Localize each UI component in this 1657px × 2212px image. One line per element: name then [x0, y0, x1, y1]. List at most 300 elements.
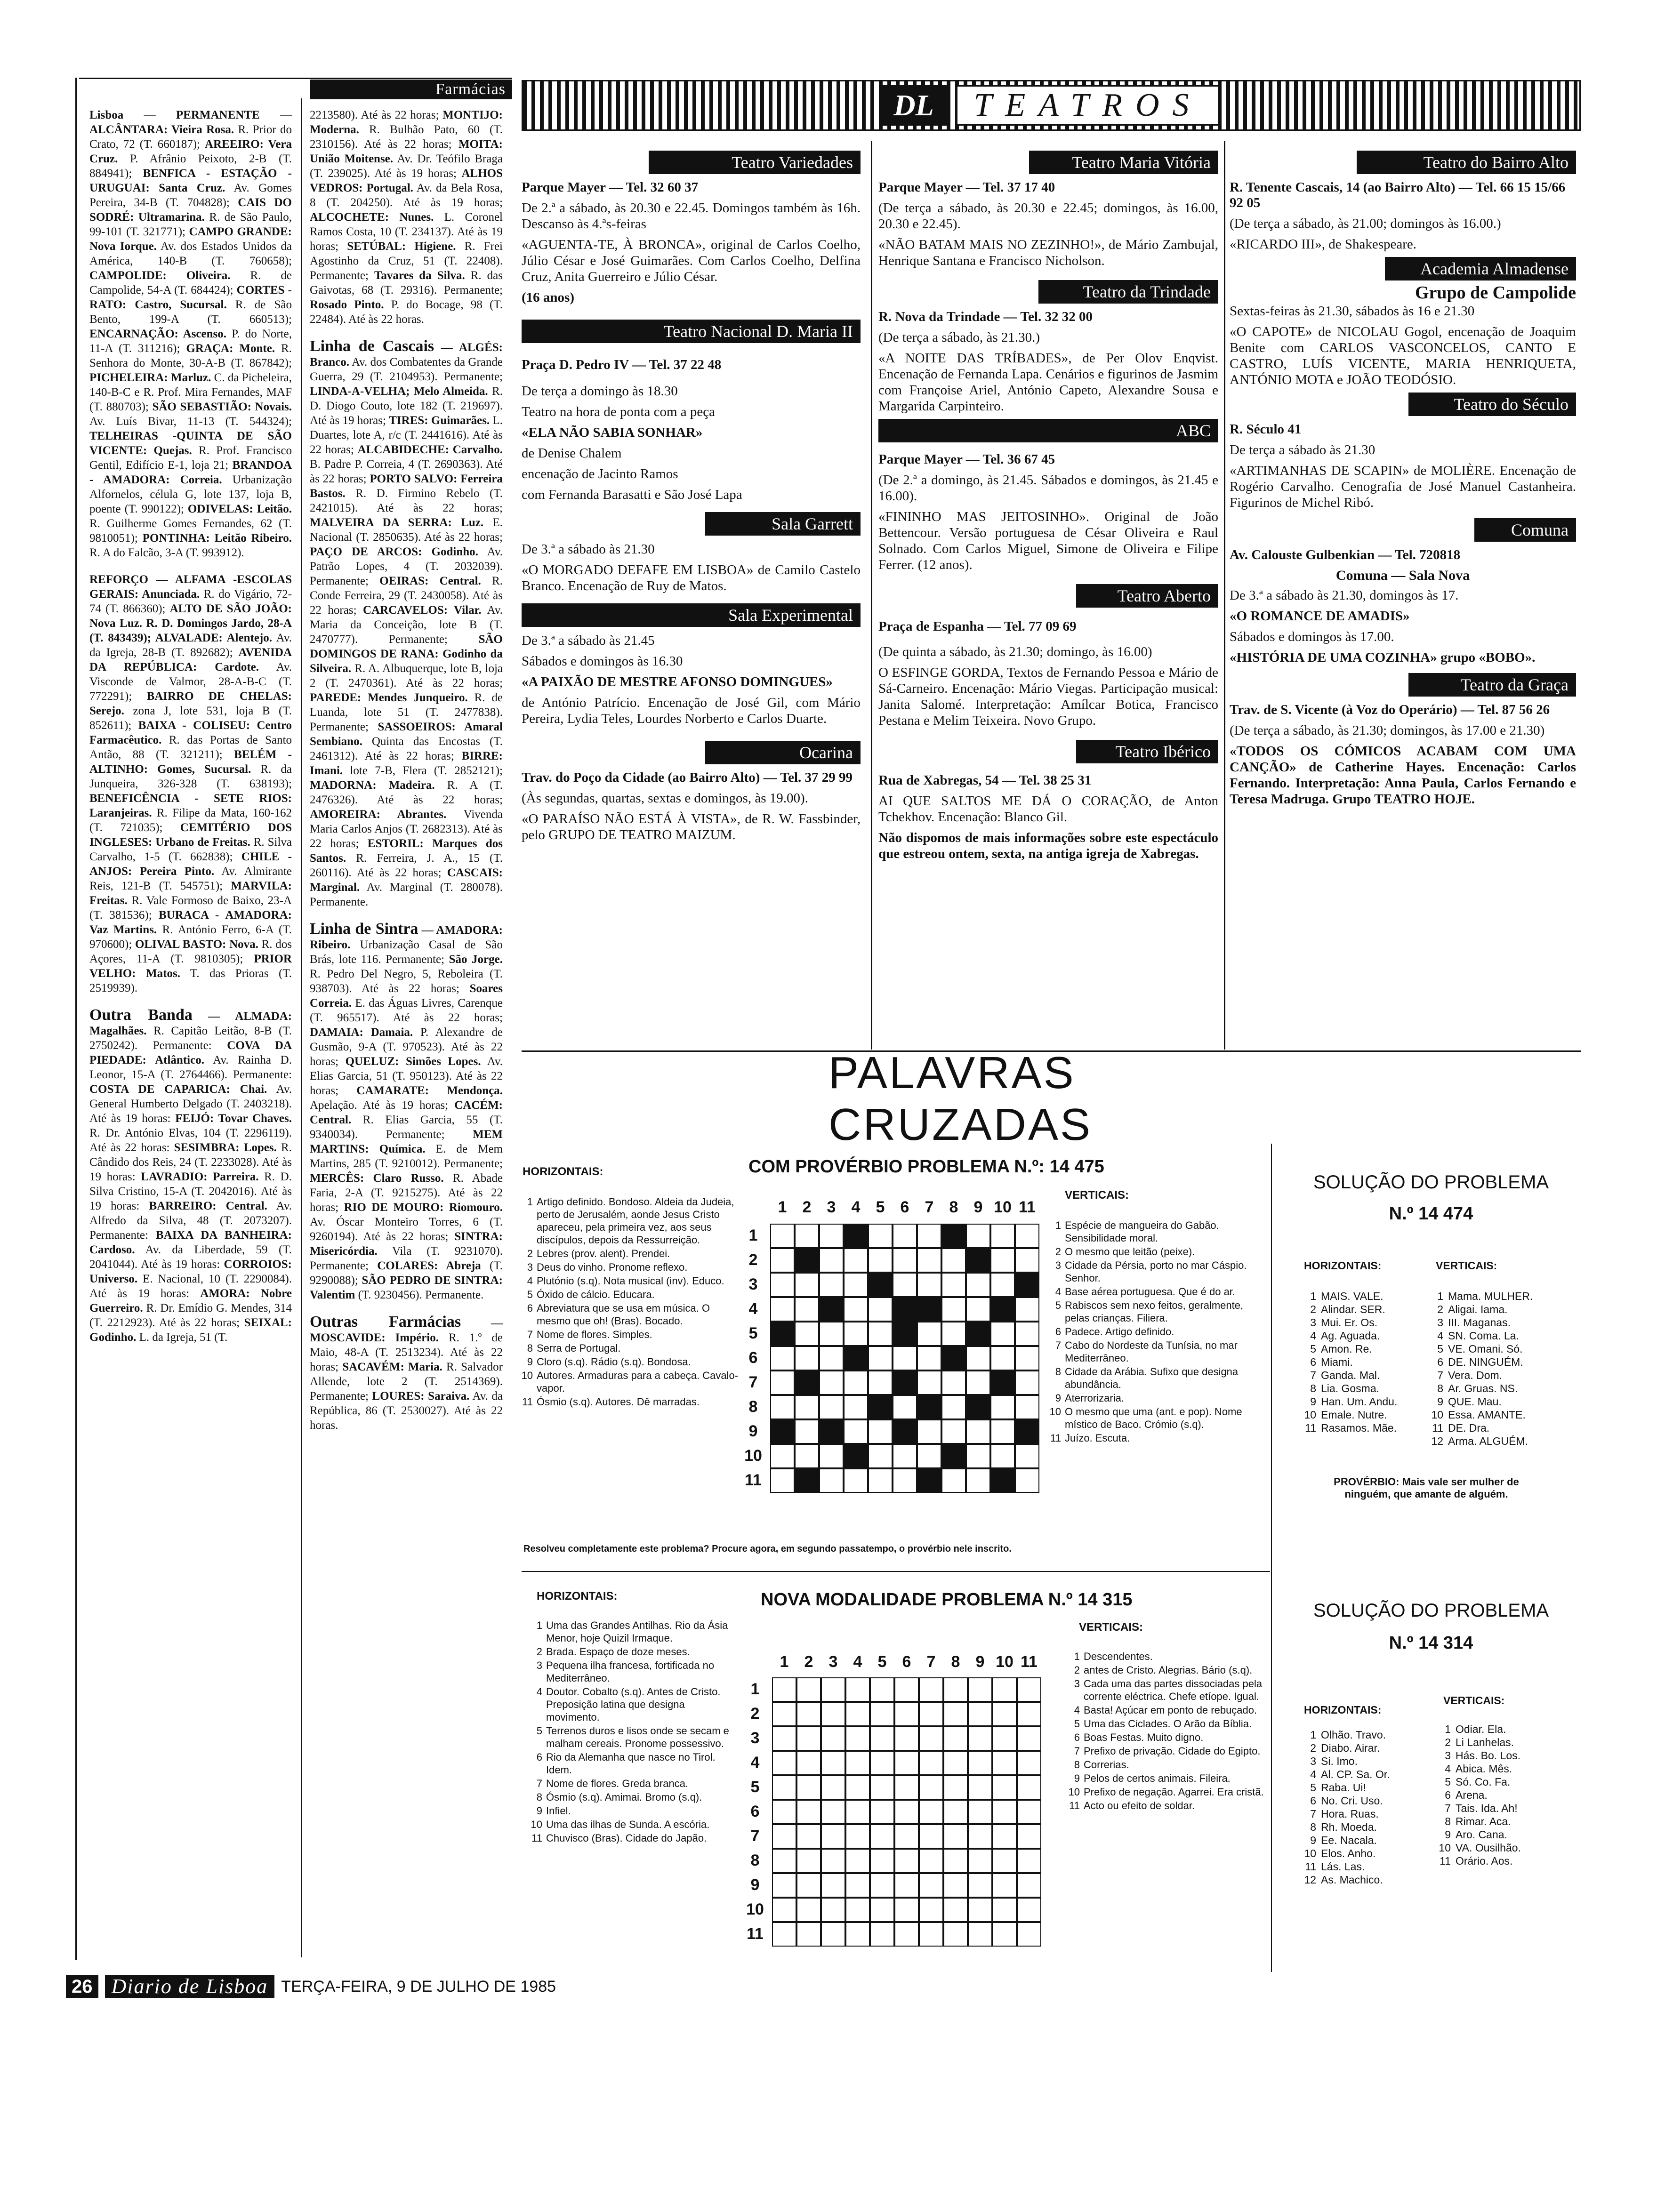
teatro-maria-vitoria [878, 151, 1218, 269]
grid-cell[interactable] [845, 1677, 870, 1702]
grid-cell[interactable] [1015, 1297, 1039, 1322]
grid-cell[interactable] [819, 1224, 844, 1248]
grid-cell[interactable] [868, 1468, 893, 1493]
grid-cell[interactable] [917, 1419, 941, 1444]
grid-cell[interactable] [968, 1849, 992, 1873]
grid-cell[interactable] [943, 1751, 968, 1775]
crossword-title [828, 1048, 1346, 1150]
solution-text: Lás. Las. [1321, 1860, 1365, 1873]
grid-cell[interactable] [868, 1395, 893, 1419]
grid-cell[interactable] [870, 1849, 894, 1873]
grid-cell[interactable] [845, 1898, 870, 1922]
grid-cell[interactable] [919, 1775, 943, 1800]
grid-cell[interactable] [1017, 1751, 1041, 1775]
solution-line [1299, 1329, 1426, 1342]
grid-cell[interactable] [770, 1322, 795, 1346]
grid-cell[interactable] [819, 1395, 844, 1419]
solution-text: QUE. Mau. [1448, 1395, 1502, 1408]
grid-cell[interactable] [919, 1751, 943, 1775]
grid-cell[interactable] [772, 1922, 796, 1947]
grid-cell[interactable] [968, 1677, 992, 1702]
clue-item [1065, 1799, 1267, 1812]
grid-cell[interactable] [870, 1824, 894, 1849]
grid-cell[interactable] [770, 1370, 795, 1395]
grid-cell[interactable] [796, 1824, 821, 1849]
grid-cell[interactable] [795, 1297, 819, 1322]
grid-cell[interactable] [968, 1922, 992, 1947]
grid-cell[interactable] [772, 1849, 796, 1873]
grid-cell[interactable] [990, 1444, 1015, 1468]
grid-cell[interactable] [941, 1370, 966, 1395]
grid-cell[interactable] [894, 1800, 919, 1824]
grid-cell[interactable] [821, 1849, 845, 1873]
grid-cell[interactable] [917, 1395, 941, 1419]
grid-cell[interactable] [796, 1800, 821, 1824]
grid-cell[interactable] [893, 1346, 917, 1370]
grid-cell[interactable] [992, 1824, 1017, 1849]
grid-cell[interactable] [772, 1775, 796, 1800]
grid-cell[interactable] [917, 1322, 941, 1346]
grid-cell[interactable] [1015, 1346, 1039, 1370]
grid-col-number: 5 [877, 1653, 887, 1671]
grid-cell[interactable] [990, 1395, 1015, 1419]
grid-cell[interactable] [966, 1395, 990, 1419]
teatro-trindade-title: Teatro da Trindade [1038, 280, 1218, 304]
grid-cell[interactable] [966, 1248, 990, 1273]
grid-cell[interactable] [772, 1726, 796, 1751]
grid-cell[interactable] [968, 1726, 992, 1751]
grid-cell[interactable] [893, 1468, 917, 1493]
grid-cell[interactable] [1015, 1419, 1039, 1444]
solution-text: Ee. Nacala. [1321, 1834, 1377, 1846]
grid-cell[interactable] [795, 1419, 819, 1444]
grid-cell[interactable] [893, 1444, 917, 1468]
grid-cell[interactable] [917, 1444, 941, 1468]
grid-cell[interactable] [990, 1248, 1015, 1273]
pharmacy-paragraph: Linha de Sintra — AMADORA: Ribeiro. Urbanização Casal de São Brás, lote 116. Permanente; São Jorge. R. Pedro Del Negro, 5, Reboleira (T. 938703). Até às 22 horas; Soares Correia. E. das Águas Livres, Carenque (T. 965517). Até às 22 horas; DAMAIA: Damaia. P. Alexandre de Gusmão, 9-A (T. 970523). Até às 22 horas; QUELUZ: Simões Lopes. Av. Elias Garcia, 51 (T. 950123). Até às 22 horas; CAMARATE: Mendonça. Apelação. Até às 19 horas; CACÉM: Central. R. Elias Garcia, 55 (T. 9340034). Permanente; MEM MARTINS: Química. E. de Mem Martins, 285 (T. 9210012). Permanente; MERCÊS: Claro Russo. R. Abade Faria, 2-A (T. 9215275). Até às 22 horas; RIO DE MOURO: Riomouro. Av. Óscar Monteiro Torres, 6 (T. 9260194). Até às 22 horas; SINTRA: Misericórdia. Vila (T. 9231070). Permanente; COLARES: Abreja (T. 9290088); SÃO PEDRO DE SINTRA: Valentim (T. 9230456). Permanente. [310, 920, 503, 1301]
grid-cell[interactable] [819, 1444, 844, 1468]
grid-cell[interactable] [966, 1419, 990, 1444]
grid-cell[interactable] [770, 1395, 795, 1419]
grid-cell[interactable] [941, 1346, 966, 1370]
grid-cell[interactable] [870, 1677, 894, 1702]
grid-cell[interactable] [796, 1702, 821, 1726]
clue-item [518, 1195, 739, 1246]
grid-cell[interactable] [966, 1370, 990, 1395]
grid-cell[interactable] [894, 1873, 919, 1898]
grid-cell[interactable] [893, 1297, 917, 1322]
grid-cell[interactable] [870, 1751, 894, 1775]
grid-cell[interactable] [795, 1224, 819, 1248]
grid-cell[interactable] [992, 1873, 1017, 1898]
grid-cell[interactable] [796, 1898, 821, 1922]
grid-cell[interactable] [796, 1751, 821, 1775]
grid-cell[interactable] [819, 1248, 844, 1273]
p2-row-numbers [746, 1677, 770, 1947]
grid-cell[interactable] [1015, 1322, 1039, 1346]
teatro-iberico-address: Rua de Xabregas, 54 — Tel. 38 25 31 [878, 773, 1092, 788]
grid-cell[interactable] [844, 1395, 868, 1419]
solution-line [1434, 1723, 1575, 1736]
grid-cell[interactable] [1017, 1775, 1041, 1800]
grid-cell[interactable] [992, 1702, 1017, 1726]
grid-cell[interactable] [1017, 1922, 1041, 1947]
grid-cell[interactable] [845, 1702, 870, 1726]
grid-cell[interactable] [868, 1248, 893, 1273]
grid-cell[interactable] [821, 1922, 845, 1947]
teatro-variedades-address: Parque Mayer — Tel. 32 60 37 [522, 180, 699, 195]
grid-row-number: 4 [750, 1754, 760, 1771]
grid-cell[interactable] [894, 1726, 919, 1751]
grid-cell[interactable] [844, 1297, 868, 1322]
grid-cell[interactable] [917, 1370, 941, 1395]
grid-cell[interactable] [990, 1468, 1015, 1493]
grid-cell[interactable] [968, 1873, 992, 1898]
grid-cell[interactable] [919, 1726, 943, 1751]
grid-cell[interactable] [990, 1273, 1015, 1297]
theatre-line: Sextas-feiras às 21.30, sábados às 16 e 21.30 [1230, 304, 1475, 319]
solution-line [1299, 1342, 1426, 1355]
grid-cell[interactable] [917, 1273, 941, 1297]
grid-cell[interactable] [992, 1898, 1017, 1922]
grid-cell[interactable] [894, 1824, 919, 1849]
clue-text: Descendentes. [1084, 1651, 1153, 1662]
grid-cell[interactable] [821, 1702, 845, 1726]
grid-cell[interactable] [1015, 1395, 1039, 1419]
grid-cell[interactable] [966, 1297, 990, 1322]
grid-cell[interactable] [966, 1346, 990, 1370]
pharmacy-paragraph: Outra Banda — ALMADA: Magalhães. R. Capitão Leitão, 8-B (T. 2750242). Permanente: COVA DA PIEDADE: Atlântico. Av. Rainha D. Leonor, 15-A (T. 2764466). Permanente: COSTA DE CAPARICA: Chai. Av. General Humberto Delgado (T. 2403218). Até às 19 horas: FEIJÓ: Tovar Chaves. R. Dr. António Elvas, 104 (T. 2296119). Até às 22 horas: SESIMBRA: Lopes. R. Cândido dos Reis, 24 (T. 2233028). Até às 19 horas: LAVRADIO: Parreira. R. D. Silva Cristino, 15-A (T. 2042016). Até às 19 horas: BARREIRO: Central. Av. Alfredo da Silva, 48 (T. 2073207). Permanente: BAIXA DA BANHEIRA: Cardoso. Av. da Liberdade, 59 (T. 2041044). Até às 19 horas: CORROIOS: Universo. E. Nacional, 10 (T. 2290084). Até às 19 horas: AMORA: Nobre Guerreiro. R. Dr. Emídio G. Mendes, 314 (T. 2212923). Até às 22 horas; SEIXAL: Godinho. L. da Igreja, 51 (T. [89, 1006, 292, 1344]
grid-cell[interactable] [1015, 1444, 1039, 1468]
grid-cell[interactable] [795, 1444, 819, 1468]
grid-cell[interactable] [770, 1419, 795, 1444]
grid-cell[interactable] [1017, 1726, 1041, 1751]
grid-cell[interactable] [868, 1444, 893, 1468]
grid-cell[interactable] [894, 1775, 919, 1800]
grid-cell[interactable] [893, 1224, 917, 1248]
grid-cell[interactable] [941, 1297, 966, 1322]
grid-cell[interactable] [819, 1468, 844, 1493]
grid-cell[interactable] [796, 1775, 821, 1800]
grid-cell[interactable] [893, 1395, 917, 1419]
grid-col-number: 2 [802, 1198, 812, 1216]
grid-cell[interactable] [1017, 1873, 1041, 1898]
grid-cell[interactable] [1015, 1273, 1039, 1297]
grid-cell[interactable] [917, 1468, 941, 1493]
grid-cell[interactable] [845, 1751, 870, 1775]
theatre-line: «TODOS OS CÓMICOS ACABAM COM UMA CANÇÃO» de Catherine Hayes. Encenação: Carlos Fernando. Interpretação: Anna Paula, Carlos Fernando e Teresa Madruga. Grupo TEATRO HOJE. [1230, 744, 1576, 807]
grid-cell[interactable] [943, 1824, 968, 1849]
grid-cell[interactable] [844, 1248, 868, 1273]
grid-cell[interactable] [868, 1273, 893, 1297]
grid-cell[interactable] [772, 1702, 796, 1726]
grid-row-number: 10 [746, 1900, 764, 1918]
grid-col-number: 2 [804, 1653, 813, 1671]
grid-cell[interactable] [968, 1898, 992, 1922]
grid-cell[interactable] [941, 1395, 966, 1419]
grid-cell[interactable] [772, 1824, 796, 1849]
grid-cell[interactable] [992, 1726, 1017, 1751]
grid-cell[interactable] [821, 1800, 845, 1824]
grid-cell[interactable] [966, 1224, 990, 1248]
clue-number: 6 [1074, 1731, 1080, 1743]
grid-cell[interactable] [941, 1224, 966, 1248]
footer-date: TERÇA-FEIRA, 9 DE JULHO DE 1985 [281, 1977, 556, 1996]
s2-vertical-list [1434, 1723, 1575, 1867]
grid-cell[interactable] [992, 1800, 1017, 1824]
grid-row-number: 9 [748, 1422, 758, 1440]
teatro-variedades-age: (16 anos) [522, 290, 574, 305]
solution-number: 3 [1437, 1316, 1443, 1329]
grid-cell[interactable] [844, 1322, 868, 1346]
clue-text: O mesmo que leitão (peixe). [1065, 1246, 1195, 1258]
grid-cell[interactable] [1017, 1824, 1041, 1849]
grid-cell[interactable] [868, 1322, 893, 1346]
grid-cell[interactable] [844, 1370, 868, 1395]
grid-cell[interactable] [868, 1419, 893, 1444]
grid-cell[interactable] [870, 1922, 894, 1947]
solution-line [1426, 1355, 1568, 1369]
grid-cell[interactable] [941, 1322, 966, 1346]
grid-cell[interactable] [845, 1922, 870, 1947]
grid-cell[interactable] [845, 1800, 870, 1824]
grid-cell[interactable] [941, 1444, 966, 1468]
grid-cell[interactable] [968, 1702, 992, 1726]
grid-cell[interactable] [796, 1726, 821, 1751]
grid-cell[interactable] [795, 1346, 819, 1370]
grid-cell[interactable] [796, 1677, 821, 1702]
grid-cell[interactable] [992, 1775, 1017, 1800]
solution-number: 10 [1439, 1842, 1451, 1854]
solution-line [1299, 1807, 1436, 1820]
grid-cell[interactable] [893, 1370, 917, 1395]
grid-cell[interactable] [844, 1224, 868, 1248]
grid-cell[interactable] [1015, 1248, 1039, 1273]
grid-cell[interactable] [943, 1873, 968, 1898]
solution-text: Mui. Er. Os. [1321, 1316, 1378, 1329]
teatro-trindade [878, 280, 1218, 414]
grid-cell[interactable] [943, 1800, 968, 1824]
grid-cell[interactable] [919, 1702, 943, 1726]
grid-cell[interactable] [845, 1873, 870, 1898]
grid-cell[interactable] [919, 1824, 943, 1849]
grid-cell[interactable] [919, 1922, 943, 1947]
grid-cell[interactable] [943, 1726, 968, 1751]
grid-cell[interactable] [845, 1775, 870, 1800]
grid-cell[interactable] [1017, 1898, 1041, 1922]
grid-cell[interactable] [795, 1370, 819, 1395]
clue-number: 1 [1074, 1651, 1080, 1662]
grid-cell[interactable] [992, 1849, 1017, 1873]
solution-line [1299, 1395, 1426, 1408]
grid-cell[interactable] [893, 1248, 917, 1273]
grid-cell[interactable] [1017, 1677, 1041, 1702]
grid-cell[interactable] [941, 1273, 966, 1297]
grid-cell[interactable] [1017, 1849, 1041, 1873]
grid-cell[interactable] [894, 1898, 919, 1922]
clue-number: 10 [531, 1819, 542, 1830]
grid-cell[interactable] [870, 1800, 894, 1824]
grid-cell[interactable] [917, 1346, 941, 1370]
solution-line [1299, 1768, 1436, 1781]
grid-cell[interactable] [893, 1322, 917, 1346]
grid-cell[interactable] [917, 1248, 941, 1273]
grid-cell[interactable] [821, 1751, 845, 1775]
grid-row-number: 10 [744, 1447, 762, 1465]
grid-cell[interactable] [1015, 1370, 1039, 1395]
grid-cell[interactable] [770, 1444, 795, 1468]
grid-cell[interactable] [868, 1346, 893, 1370]
grid-cell[interactable] [894, 1751, 919, 1775]
solution-line [1434, 1788, 1575, 1802]
grid-cell[interactable] [919, 1873, 943, 1898]
grid-cell[interactable] [990, 1297, 1015, 1322]
grid-cell[interactable] [966, 1444, 990, 1468]
grid-cell[interactable] [943, 1677, 968, 1702]
s1-vertical-list [1426, 1290, 1568, 1448]
grid-cell[interactable] [966, 1273, 990, 1297]
grid-cell[interactable] [819, 1346, 844, 1370]
solution-text: Olhão. Travo. [1321, 1729, 1386, 1741]
grid-cell[interactable] [968, 1775, 992, 1800]
grid-cell[interactable] [870, 1726, 894, 1751]
grid-cell[interactable] [968, 1800, 992, 1824]
grid-cell[interactable] [821, 1775, 845, 1800]
grid-cell[interactable] [990, 1224, 1015, 1248]
grid-cell[interactable] [796, 1873, 821, 1898]
grid-cell[interactable] [795, 1395, 819, 1419]
grid-cell[interactable] [796, 1922, 821, 1947]
grid-cell[interactable] [893, 1273, 917, 1297]
grid-cell[interactable] [894, 1849, 919, 1873]
grid-cell[interactable] [870, 1775, 894, 1800]
grid-cell[interactable] [795, 1322, 819, 1346]
grid-cell[interactable] [990, 1370, 1015, 1395]
grid-cell[interactable] [844, 1346, 868, 1370]
grid-cell[interactable] [919, 1898, 943, 1922]
grid-cell[interactable] [845, 1849, 870, 1873]
grid-cell[interactable] [870, 1898, 894, 1922]
grid-cell[interactable] [819, 1273, 844, 1297]
grid-cell[interactable] [943, 1775, 968, 1800]
grid-cell[interactable] [943, 1922, 968, 1947]
grid-cell[interactable] [772, 1677, 796, 1702]
grid-cell[interactable] [868, 1297, 893, 1322]
grid-cell[interactable] [868, 1224, 893, 1248]
grid-cell[interactable] [1015, 1468, 1039, 1493]
crossword-mid-rule [522, 1571, 1270, 1572]
grid-cell[interactable] [821, 1873, 845, 1898]
grid-cell[interactable] [795, 1248, 819, 1273]
grid-cell[interactable] [845, 1824, 870, 1849]
grid-cell[interactable] [772, 1800, 796, 1824]
grid-cell[interactable] [894, 1702, 919, 1726]
grid-cell[interactable] [845, 1726, 870, 1751]
grid-cell[interactable] [990, 1322, 1015, 1346]
solution-number: 6 [1310, 1795, 1316, 1807]
grid-cell[interactable] [819, 1297, 844, 1322]
grid-cell[interactable] [919, 1677, 943, 1702]
grid-cell[interactable] [966, 1322, 990, 1346]
grid-cell[interactable] [819, 1370, 844, 1395]
grid-cell[interactable] [770, 1248, 795, 1273]
theatre-line: (De 2.ª a domingo, às 21.45. Sábados e domingos, às 21.45 e 16.00). [878, 473, 1218, 504]
grid-cell[interactable] [795, 1468, 819, 1493]
solution-number: 7 [1445, 1802, 1451, 1814]
grid-cell[interactable] [1017, 1702, 1041, 1726]
grid-cell[interactable] [770, 1273, 795, 1297]
grid-cell[interactable] [919, 1849, 943, 1873]
grid-cell[interactable] [772, 1751, 796, 1775]
grid-cell[interactable] [990, 1346, 1015, 1370]
ocarina-address: Trav. do Poço da Cidade (ao Bairro Alto) — Tel. 37 29 99 [522, 770, 853, 785]
clue-item [527, 1619, 730, 1644]
grid-cell[interactable] [821, 1898, 845, 1922]
grid-cell[interactable] [844, 1468, 868, 1493]
grid-cell[interactable] [968, 1751, 992, 1775]
grid-cell[interactable] [943, 1898, 968, 1922]
grid-cell[interactable] [868, 1370, 893, 1395]
grid-cell[interactable] [770, 1224, 795, 1248]
grid-cell[interactable] [819, 1322, 844, 1346]
teatro-seculo-lines [1230, 442, 1576, 511]
grid-cell[interactable] [821, 1824, 845, 1849]
grid-cell[interactable] [770, 1346, 795, 1370]
grid-cell[interactable] [943, 1849, 968, 1873]
grid-cell[interactable] [1015, 1224, 1039, 1248]
grid-cell[interactable] [770, 1468, 795, 1493]
grid-cell[interactable] [870, 1873, 894, 1898]
grid-cell[interactable] [844, 1419, 868, 1444]
grid-cell[interactable] [917, 1224, 941, 1248]
grid-cell[interactable] [1017, 1800, 1041, 1824]
theatre-line: De 3.ª a sábado às 21.30, domingos às 17. [1230, 588, 1459, 603]
clue-text: Doutor. Cobalto (s.q). Antes de Cristo. Preposição latina que designa movimento. [546, 1686, 721, 1723]
clue-text: Boas Festas. Muito digno. [1084, 1731, 1204, 1743]
grid-cell[interactable] [992, 1751, 1017, 1775]
grid-cell[interactable] [894, 1922, 919, 1947]
grid-cell[interactable] [990, 1419, 1015, 1444]
grid-cell[interactable] [821, 1726, 845, 1751]
grid-cell[interactable] [772, 1898, 796, 1922]
grid-col-number: 10 [994, 1198, 1012, 1216]
grid-cell[interactable] [992, 1677, 1017, 1702]
grid-cell[interactable] [796, 1849, 821, 1873]
grid-cell[interactable] [844, 1273, 868, 1297]
grid-cell[interactable] [772, 1873, 796, 1898]
grid-cell[interactable] [917, 1297, 941, 1322]
grid-cell[interactable] [819, 1419, 844, 1444]
grid-cell[interactable] [870, 1702, 894, 1726]
grid-cell[interactable] [968, 1824, 992, 1849]
p2-grid [772, 1677, 1041, 1947]
grid-cell[interactable] [943, 1702, 968, 1726]
grid-cell[interactable] [795, 1273, 819, 1297]
grid-cell[interactable] [941, 1248, 966, 1273]
grid-cell[interactable] [992, 1922, 1017, 1947]
grid-cell[interactable] [844, 1444, 868, 1468]
grid-cell[interactable] [919, 1800, 943, 1824]
grid-cell[interactable] [894, 1677, 919, 1702]
grid-cell[interactable] [966, 1468, 990, 1493]
grid-cell[interactable] [893, 1419, 917, 1444]
clue-text: Cidade da Arábia. Sufixo que designa abundância. [1065, 1366, 1239, 1390]
grid-cell[interactable] [821, 1677, 845, 1702]
grid-cell[interactable] [941, 1419, 966, 1444]
grid-cell[interactable] [941, 1468, 966, 1493]
grid-cell[interactable] [770, 1297, 795, 1322]
solution-line [1299, 1741, 1436, 1755]
